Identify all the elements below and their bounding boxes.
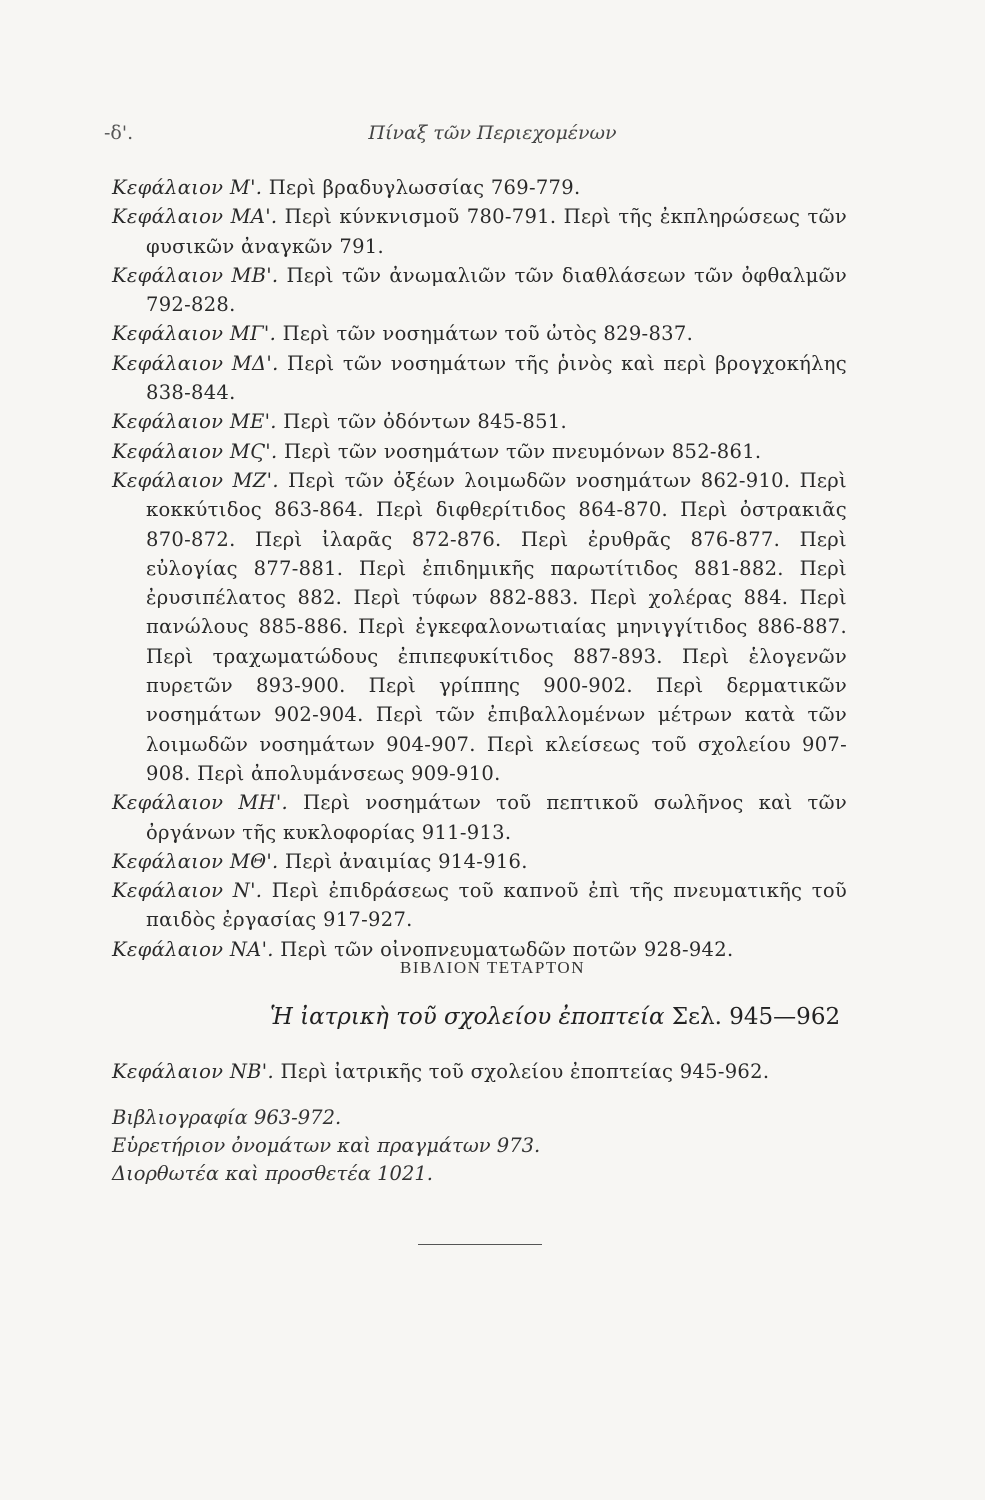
chapter-text: Περὶ ἀναιμίας 914-916. xyxy=(285,849,528,873)
chapter-text: Περὶ τῶν ὀδόντων 845-851. xyxy=(283,410,567,434)
toc-entry xyxy=(112,437,847,466)
toc-entry xyxy=(112,261,847,320)
table-of-contents xyxy=(112,173,847,964)
chapter-text: Περὶ νοσημάτων τοῦ πεπτικοῦ σωλῆνος καὶ τῶν ὀργάνων τῆς κυκλοφορίας 911-913. xyxy=(146,791,847,844)
chapter-label: Κεφάλαιον ΝΒ'. xyxy=(112,1060,274,1083)
chapter-label: Κεφάλαιον ΜΓ'. xyxy=(112,322,277,346)
chapter-text: Περὶ ἐπιδράσεως τοῦ καπνοῦ ἐπὶ τῆς πνευματικῆς τοῦ παιδὸς ἐργασίας 917-927. xyxy=(146,879,848,932)
chapter-label: Κεφάλαιον ΜϚ'. xyxy=(112,439,278,463)
closing-rule xyxy=(418,1244,542,1245)
chapter-label: Κεφάλαιον ΝΑ'. xyxy=(112,937,274,961)
chapter-label: Κεφάλαιον ΜΗ'. xyxy=(112,791,289,815)
page-number: -δ'. xyxy=(104,122,134,144)
section-heading xyxy=(270,1004,850,1030)
toc-entry xyxy=(112,876,847,935)
chapter-text: Περὶ τῶν ἀνωμαλιῶν τῶν διαθλάσεων τῶν ὀφθαλμῶν 792-828. xyxy=(146,263,848,317)
chapter-label: Κεφάλαιον ΜΘ'. xyxy=(112,849,279,873)
chapter-label: Κεφάλαιον ΜΒ'. xyxy=(112,263,279,287)
chapter-text: Περὶ τῶν νοσημάτων τοῦ ὠτὸς 829-837. xyxy=(282,322,694,346)
chapter-text: Περὶ ἰατρικῆς τοῦ σχολείου ἐποπτείας 945-962. xyxy=(280,1060,770,1083)
section-pages: Σελ. 945—962 xyxy=(671,1004,841,1030)
section-title: Ἡ ἰατρικὴ τοῦ σχολείου ἐποπτεία xyxy=(270,1004,665,1030)
chapter-text: Περὶ τῶν νοσημάτων τῆς ῥινὸς καὶ περὶ βρογχοκήλης 838-844. xyxy=(146,351,848,405)
errata-entry: Διορθωτέα καὶ προσθετέα 1021. xyxy=(112,1162,433,1185)
toc-entry xyxy=(112,788,847,847)
chapter-label: Κεφάλαιον Ν'. xyxy=(112,879,263,903)
book4-contents xyxy=(112,1057,847,1086)
chapter-text: Περὶ βραδυγλωσσίας 769-779. xyxy=(268,176,581,199)
index-entry: Εὑρετήριον ὀνομάτων καὶ πραγμάτων 973. xyxy=(112,1134,541,1157)
chapter-label: Κεφάλαιον ΜΖ'. xyxy=(112,468,279,492)
toc-entry xyxy=(112,407,847,436)
book-title: ΒΙΒΛΙΟΝ ΤΕΤΑΡΤΟΝ xyxy=(400,958,585,977)
toc-entry xyxy=(112,202,847,261)
chapter-label: Κεφάλαιον Μ'. xyxy=(112,176,263,199)
toc-entry xyxy=(112,847,847,876)
toc-entry xyxy=(112,466,847,788)
chapter-label: Κεφάλαιον ΜΔ'. xyxy=(112,351,279,375)
toc-entry xyxy=(112,173,847,202)
bibliography-entry: Βιβλιογραφία 963-972. xyxy=(112,1106,342,1129)
back-matter xyxy=(112,1104,540,1188)
toc-entry xyxy=(112,1057,847,1086)
toc-entry xyxy=(112,319,847,348)
chapter-text: Περὶ τῶν οἰνοπνευματωδῶν ποτῶν 928-942. xyxy=(280,937,734,961)
toc-entry xyxy=(112,349,847,408)
chapter-label: Κεφάλαιον ΜΑ'. xyxy=(112,205,278,229)
chapter-text: Περὶ τῶν νοσημάτων τῶν πνευμόνων 852-861. xyxy=(283,439,762,463)
running-title: Πίναξ τῶν Περιεχομένων xyxy=(368,122,617,144)
chapter-text: Περὶ τῶν ὀξέων λοιμωδῶν νοσημάτων 862-910. Περὶ κοκκύτιδος 863-864. Περὶ διφθερίτιδος 864-870. Περὶ ὀστρακιᾶς 870-872. Περὶ ἰλαρᾶς 872-876. Περὶ ἐρυθρᾶς 876-877. Περὶ εὐλογίας 877-881. Περὶ ἐπιδημικῆς παρωτίτιδος 881-882. Περὶ ἐρυσιπέλατος 882. Περὶ τύφων 882-883. Περὶ χολέρας 884. Περὶ πανώλους 885-886. Περὶ ἐγκεφαλονωτιαίας μηνιγγίτιδος 886-887. Περὶ τραχωματώδους ἐπιπεφυκίτιδος 887-893. Περὶ ἑλογενῶν πυρετῶν 893-900. Περὶ γρίππης 900-902. Περὶ δερματικῶν νοσημάτων 902-904. Περὶ τῶν ἐπιβαλλομένων μέτρων κατὰ τῶν λοιμωδῶν νοσημάτων 904-907. Περὶ κλείσεως τοῦ σχολείου 907-908. Περὶ ἀπολυμάνσεως 909-910. xyxy=(146,468,848,785)
chapter-text: Περὶ κύνκνισμοῦ 780-791. Περὶ τῆς ἐκπληρώσεως τῶν φυσικῶν ἀναγκῶν 791. xyxy=(146,205,847,258)
chapter-label: Κεφάλαιον ΜΕ'. xyxy=(112,410,277,434)
